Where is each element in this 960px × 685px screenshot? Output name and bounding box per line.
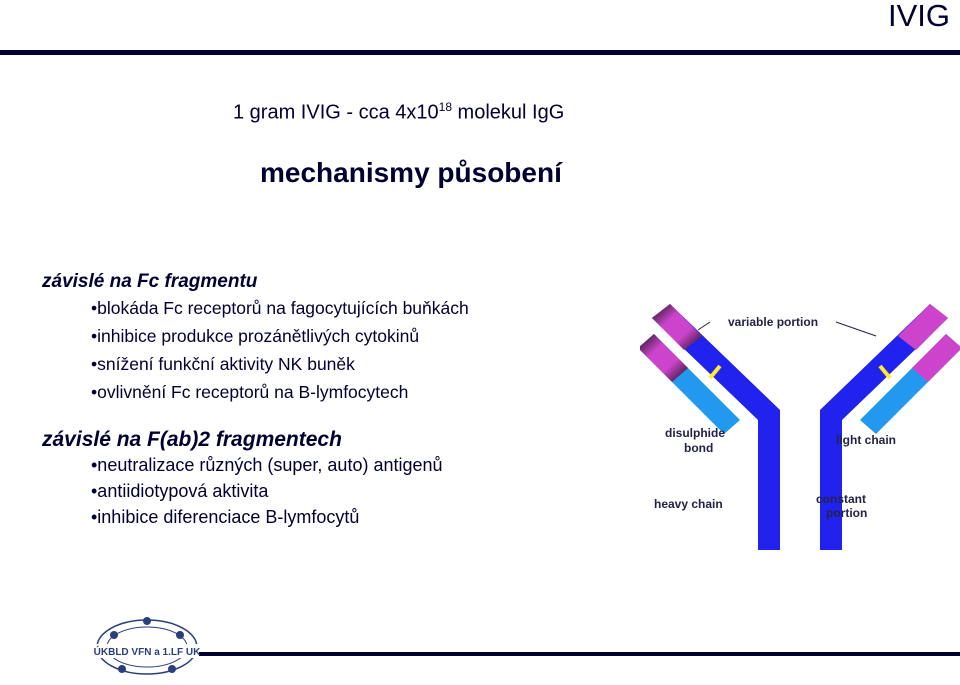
list-item: •antiidiotypová aktivita bbox=[91, 481, 269, 501]
disulphide-label: disulphide bbox=[665, 426, 725, 440]
subtitle-suffix: molekul IgG bbox=[452, 101, 565, 124]
bond-label: bond bbox=[684, 441, 714, 455]
list-item: •blokáda Fc receptorů na fagocytujících buňkách bbox=[91, 298, 469, 318]
antibody-diagram bbox=[640, 290, 960, 555]
list-item: •neutralizace různých (super, auto) antigenů bbox=[91, 455, 443, 475]
heavy-chain-label: heavy chain bbox=[654, 497, 723, 511]
section-title: závislé na F(ab)2 fragmentech bbox=[42, 428, 342, 451]
section-title: závislé na Fc fragmentu bbox=[42, 271, 258, 292]
variable-portion-label: variable portion bbox=[728, 315, 819, 329]
slide-title: IVIG bbox=[887, 0, 950, 33]
ukbld-logo bbox=[92, 613, 202, 681]
bullet-list bbox=[42, 294, 469, 406]
bullet-list bbox=[42, 452, 443, 530]
variable-portion-pointer-left bbox=[698, 322, 710, 330]
list-item: •inhibice produkce prozánětlivých cytokinů bbox=[91, 326, 420, 346]
list-item: •inhibice diferenciace B-lymfocytů bbox=[91, 507, 360, 527]
portion-label: portion bbox=[826, 506, 868, 520]
subtitle-exponent: 18 bbox=[438, 100, 452, 114]
light-chain-label: light chain bbox=[836, 433, 896, 447]
subtitle-text: 1 gram IVIG - cca 4x10 bbox=[233, 101, 439, 124]
fc-fragment-section bbox=[42, 270, 469, 406]
list-item: •snížení funkční aktivity NK buněk bbox=[91, 354, 355, 374]
constant-label: constant bbox=[816, 492, 867, 506]
subtitle bbox=[233, 100, 564, 125]
mechanisms-heading: mechanismy působení bbox=[260, 157, 562, 188]
footer-divider bbox=[190, 652, 960, 656]
fab2-fragment-section bbox=[42, 428, 443, 530]
logo-text: ÚKBLD VFN a 1.LF UK bbox=[93, 647, 201, 658]
list-item: •ovlivnění Fc receptorů na B-lymfocytech bbox=[91, 382, 409, 402]
variable-portion-pointer-right bbox=[836, 322, 876, 336]
title-divider bbox=[0, 50, 960, 55]
